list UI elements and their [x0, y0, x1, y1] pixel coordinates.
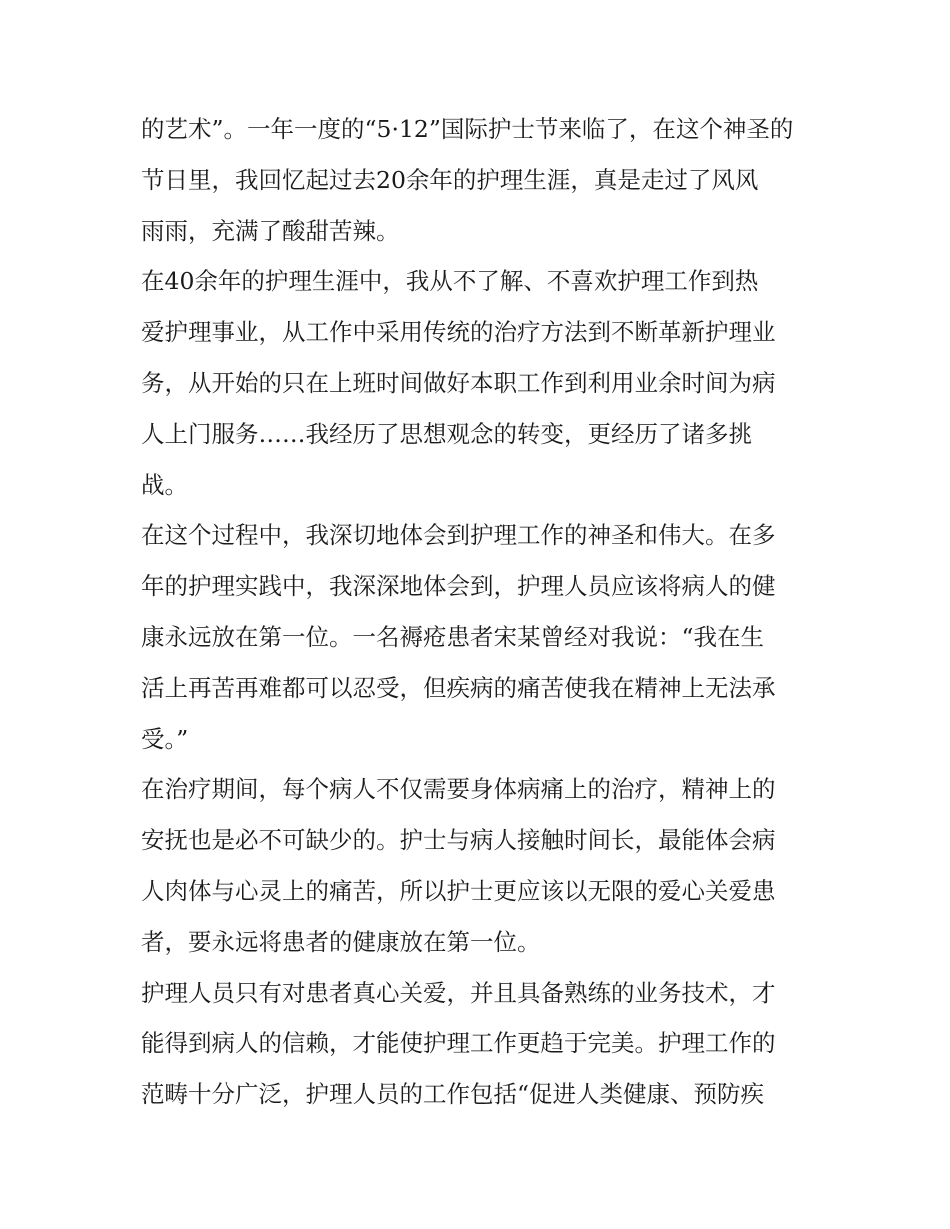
text-line: 战。	[141, 470, 188, 499]
text-line: 在这个过程中，我深切地体会到护理工作的神圣和伟大。在多	[141, 521, 776, 550]
text-line: 的艺术”。一年一度的“5·12”国际护士节来临了，在这个神圣的	[141, 115, 794, 143]
text-line: 能得到病人的信赖，才能使护理工作更趋于完美。护理工作的	[141, 1029, 776, 1058]
text-line: 在治疗期间，每个病人不仅需要身体病痛上的治疗，精神上的	[141, 775, 776, 804]
text-line: 人上门服务……我经历了思想观念的转变，更经历了诸多挑	[141, 419, 752, 448]
paragraph-1	[141, 104, 813, 256]
text-line: 活上再苦再难都可以忍受，但疾病的痛苦使我在精神上无法承	[141, 673, 776, 702]
paragraph-4	[141, 764, 813, 967]
paragraph-2	[141, 256, 813, 510]
text-line: 节日里，我回忆起过去20余年的护理生涯，真是走过了风风	[141, 165, 759, 194]
text-line: 在40余年的护理生涯中，我从不了解、不喜欢护理工作到热	[141, 267, 759, 296]
text-line: 务，从开始的只在上班时间做好本职工作到利用业余时间为病	[141, 368, 776, 397]
text-line: 护理人员只有对患者真心关爱，并且具备熟练的业务技术，才	[141, 978, 776, 1007]
paragraph-5	[141, 968, 813, 1120]
text-line: 爱护理事业，从工作中采用传统的治疗方法到不断革新护理业	[141, 318, 776, 347]
text-line: 人肉体与心灵上的痛苦，所以护士更应该以无限的爱心关爱患	[141, 876, 776, 905]
text-line: 雨雨，充满了酸甜苦辣。	[141, 216, 400, 245]
document-page	[141, 104, 813, 1120]
paragraph-3	[141, 510, 813, 764]
text-line: 范畴十分广泛，护理人员的工作包括“促进人类健康、预防疾	[141, 1080, 765, 1109]
text-line: 康永远放在第一位。一名褥疮患者宋某曾经对我说：“我在生	[141, 622, 765, 651]
text-line: 受。”	[141, 724, 189, 753]
text-line: 者，要永远将患者的健康放在第一位。	[141, 927, 541, 956]
text-line: 年的护理实践中，我深深地体会到，护理人员应该将病人的健	[141, 572, 776, 601]
text-line: 安抚也是必不可缺少的。护士与病人接触时间长，最能体会病	[141, 826, 776, 855]
